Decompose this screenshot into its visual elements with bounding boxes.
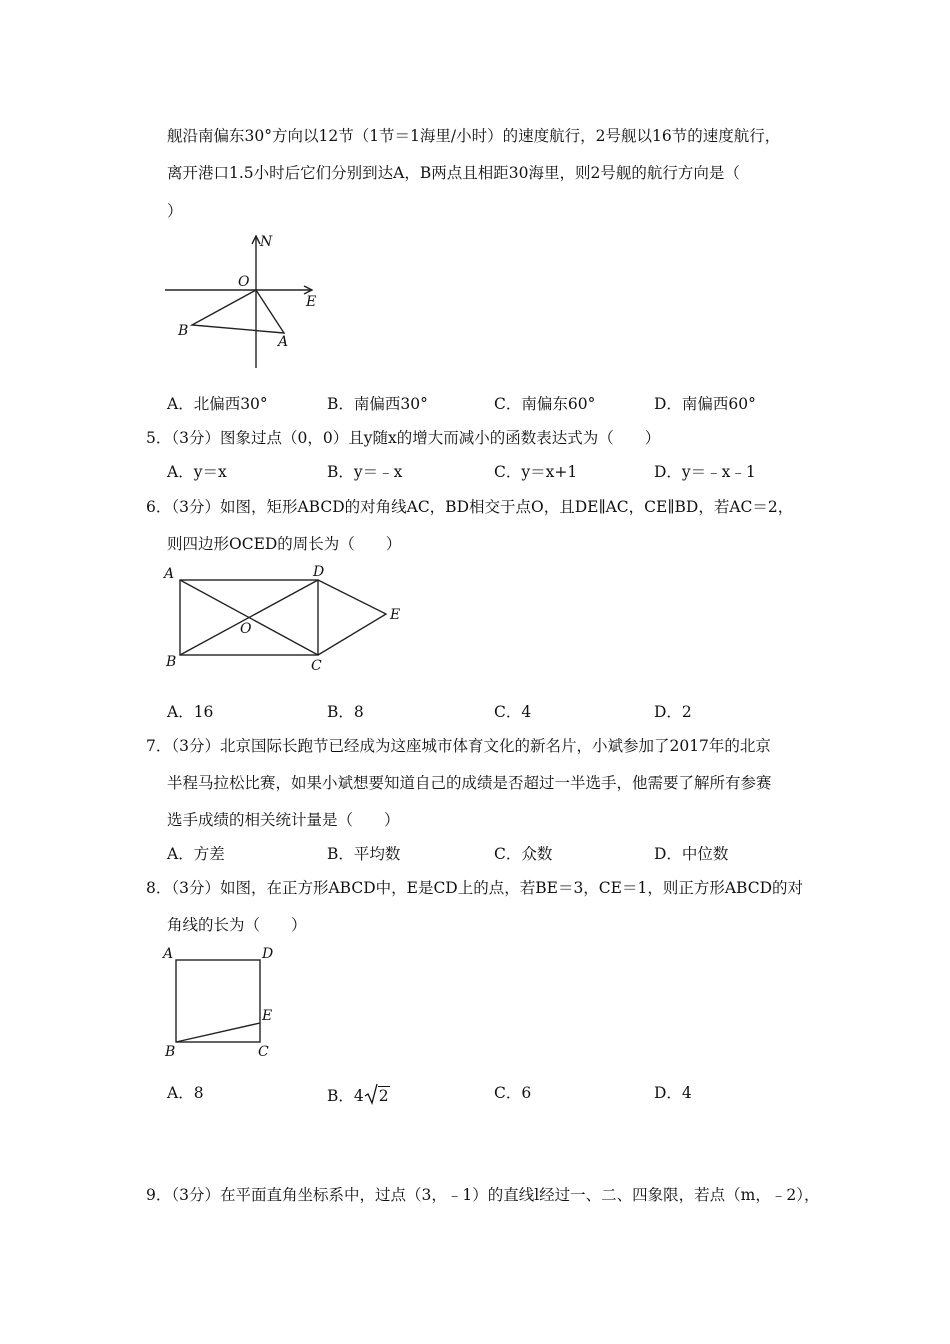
q7-option-a: A．方差 bbox=[167, 845, 225, 863]
q8-option-b bbox=[327, 1083, 390, 1106]
q8-option-c: C．6 bbox=[494, 1084, 532, 1102]
q8-label-d: D bbox=[262, 946, 274, 962]
q6-label-e: E bbox=[390, 607, 401, 623]
q7-option-d: D．中位数 bbox=[654, 845, 729, 863]
q6-text-line2: 则四边形OCED的周长为（ ） bbox=[167, 535, 402, 553]
q6-figure bbox=[160, 560, 420, 675]
q8-option-b-radicand: 2 bbox=[378, 1087, 389, 1105]
q4-option-d: D．南偏西60° bbox=[654, 395, 756, 413]
q4-label-a: A bbox=[278, 334, 289, 350]
q6-option-d: D．2 bbox=[654, 703, 692, 721]
q6-option-a: A．16 bbox=[167, 703, 214, 721]
q7-option-c: C．众数 bbox=[494, 845, 553, 863]
q5-option-d: D．y＝﹣x﹣1 bbox=[654, 463, 756, 481]
q4-option-c: C．南偏东60° bbox=[494, 395, 596, 413]
q8-square-abcd bbox=[176, 960, 260, 1042]
q6-option-c: C．4 bbox=[494, 703, 532, 721]
q8-option-a: A．8 bbox=[167, 1084, 204, 1102]
q6-label-b: B bbox=[166, 654, 177, 670]
q4-triangle-oba bbox=[192, 290, 284, 333]
q4-text-line3: ） bbox=[167, 202, 183, 220]
q7-text-line3: 选手成绩的相关统计量是（ ） bbox=[167, 811, 400, 829]
q7-text-line2: 半程马拉松比赛，如果小斌想要知道自己的成绩是否超过一半选手，他需要了解所有参赛 bbox=[167, 774, 772, 792]
q5-text: 5．（3分）图象过点（0，0）且y随x的增大而减小的函数表达式为（ ） bbox=[146, 429, 661, 447]
q8-segment-be bbox=[176, 1023, 260, 1042]
q6-label-a: A bbox=[164, 566, 175, 582]
q6-kite-dec bbox=[318, 580, 386, 655]
q5-option-b: B．y＝﹣x bbox=[327, 463, 403, 481]
q8-text-line1: 8．（3分）如图，在正方形ABCD中，E是CD上的点，若BE＝3，CE＝1，则正方形ABCD的对 bbox=[146, 879, 803, 897]
q6-label-c: C bbox=[311, 658, 322, 674]
q6-label-o: O bbox=[240, 621, 252, 637]
q8-text-line2: 角线的长为（ ） bbox=[167, 916, 307, 934]
q6-label-d: D bbox=[313, 564, 325, 580]
q4-text-line1: 舰沿南偏东30°方向以12节（1节＝1海里/小时）的速度航行，2号舰以16节的速度航行， bbox=[167, 127, 781, 145]
q4-label-o: O bbox=[238, 274, 250, 290]
q4-label-n: N bbox=[260, 234, 273, 250]
q4-label-b: B bbox=[178, 323, 189, 339]
q8-label-e: E bbox=[262, 1008, 273, 1024]
q8-option-b-prefix: B．4 bbox=[327, 1087, 364, 1105]
q8-label-b: B bbox=[165, 1044, 176, 1060]
q8-option-d: D．4 bbox=[654, 1084, 692, 1102]
q8-label-c: C bbox=[258, 1044, 269, 1060]
q4-option-a: A．北偏西30° bbox=[167, 395, 268, 413]
q5-option-a: A．y＝x bbox=[167, 463, 227, 481]
q4-figure bbox=[160, 228, 330, 373]
q5-option-c: C．y＝x+1 bbox=[494, 463, 578, 481]
sqrt-symbol bbox=[364, 1083, 390, 1106]
q4-option-b: B．南偏西30° bbox=[327, 395, 428, 413]
q8-label-a: A bbox=[163, 946, 174, 962]
q7-option-b: B．平均数 bbox=[327, 845, 401, 863]
q4-label-e: E bbox=[306, 294, 317, 310]
radical-sign-icon bbox=[364, 1083, 378, 1105]
q9-text-line1: 9．（3分）在平面直角坐标系中，过点（3，﹣1）的直线l经过一、二、四象限，若点（m，﹣2）， bbox=[146, 1186, 820, 1204]
q6-option-b: B．8 bbox=[327, 703, 364, 721]
q8-figure bbox=[160, 940, 290, 1060]
q4-text-line2: 离开港口1.5小时后它们分别到达A，B两点且相距30海里，则2号舰的航行方向是（ bbox=[167, 164, 740, 182]
q7-text-line1: 7．（3分）北京国际长跑节已经成为这座城市体育文化的新名片，小斌参加了2017年的北京 bbox=[146, 737, 771, 755]
q6-text-line1: 6．（3分）如图，矩形ABCD的对角线AC，BD相交于点O，且DE∥AC，CE∥BD，若AC＝2， bbox=[146, 498, 794, 516]
